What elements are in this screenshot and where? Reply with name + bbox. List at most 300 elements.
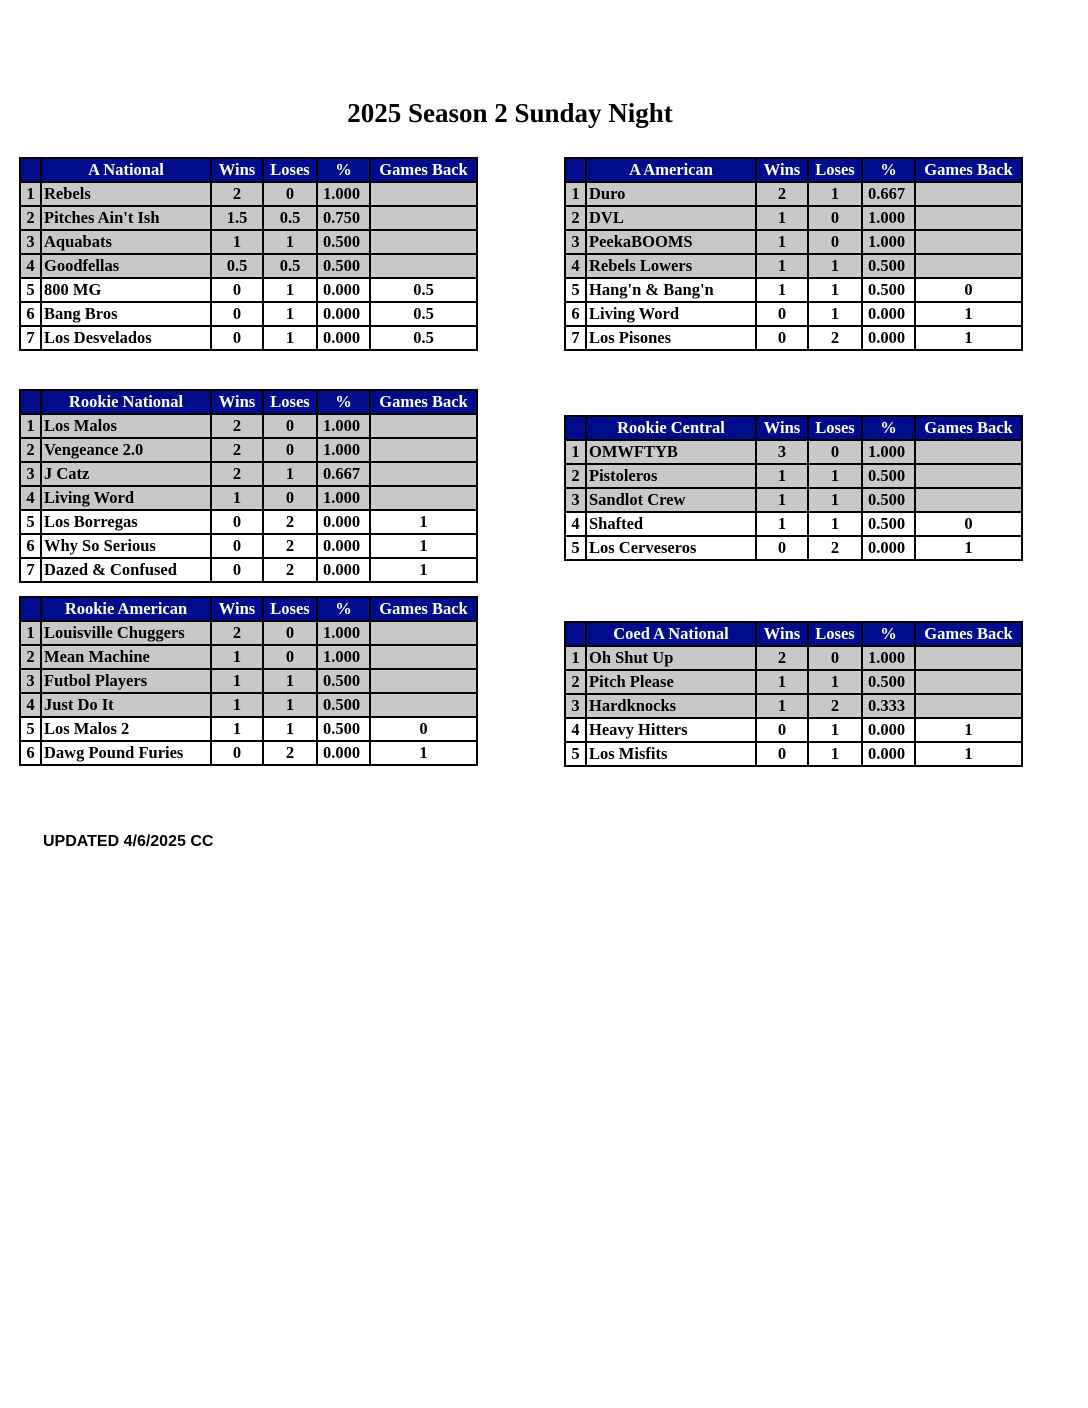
team-name-cell: Rebels	[41, 182, 211, 206]
division-header-row	[565, 416, 1022, 440]
header-loses: Loses	[808, 158, 862, 182]
division-header-row	[20, 390, 477, 414]
standings-row-pistoleros	[565, 464, 1022, 488]
standings-row-los-malos	[20, 414, 477, 438]
division-header-row	[20, 158, 477, 182]
loses-cell: 1	[263, 462, 317, 486]
team-name-cell: 800 MG	[41, 278, 211, 302]
games-back-cell	[370, 669, 477, 693]
loses-cell: 1	[808, 278, 862, 302]
loses-cell: 0	[263, 645, 317, 669]
wins-cell: 1	[756, 230, 808, 254]
rank-cell: 2	[565, 670, 586, 694]
pct-cell: 0.000	[317, 534, 370, 558]
pct-cell: 0.750	[317, 206, 370, 230]
team-name-cell: Los Pisones	[586, 326, 756, 350]
rank-cell: 1	[565, 646, 586, 670]
rank-cell: 2	[20, 438, 41, 462]
wins-cell: 0.5	[211, 254, 263, 278]
pct-cell: 0.000	[317, 741, 370, 765]
wins-cell: 1	[756, 694, 808, 718]
standings-row-rebels-lowers	[565, 254, 1022, 278]
team-name-cell: DVL	[586, 206, 756, 230]
header-pct: %	[862, 622, 915, 646]
games-back-cell	[370, 438, 477, 462]
wins-cell: 3	[756, 440, 808, 464]
standings-row-800-mg	[20, 278, 477, 302]
loses-cell: 0	[808, 646, 862, 670]
standings-row-living-word	[565, 302, 1022, 326]
wins-cell: 0	[211, 278, 263, 302]
wins-cell: 2	[756, 646, 808, 670]
rank-cell: 1	[20, 414, 41, 438]
header-pct: %	[317, 390, 370, 414]
rank-cell: 6	[20, 302, 41, 326]
team-name-cell: PeekaBOOMS	[586, 230, 756, 254]
wins-cell: 2	[211, 621, 263, 645]
pct-cell: 0.000	[317, 510, 370, 534]
loses-cell: 2	[808, 536, 862, 560]
header-loses: Loses	[808, 416, 862, 440]
standings-row-sandlot-crew	[565, 488, 1022, 512]
wins-cell: 1	[211, 669, 263, 693]
games-back-cell	[915, 230, 1022, 254]
wins-cell: 1	[756, 670, 808, 694]
loses-cell: 1	[263, 693, 317, 717]
division-table-rookie-central	[564, 415, 1023, 561]
header-games-back: Games Back	[370, 390, 477, 414]
header-pct: %	[862, 416, 915, 440]
pct-cell: 0.500	[317, 669, 370, 693]
standings-row-dvl	[565, 206, 1022, 230]
pct-cell: 0.667	[317, 462, 370, 486]
rank-cell: 2	[565, 206, 586, 230]
rank-cell: 3	[565, 694, 586, 718]
loses-cell: 0	[263, 182, 317, 206]
wins-cell: 0	[756, 718, 808, 742]
header-rank-cell	[565, 158, 586, 182]
loses-cell: 1	[263, 717, 317, 741]
pct-cell: 1.000	[862, 646, 915, 670]
rank-cell: 5	[20, 278, 41, 302]
team-name-cell: Hang'n & Bang'n	[586, 278, 756, 302]
wins-cell: 2	[211, 438, 263, 462]
team-name-cell: Living Word	[586, 302, 756, 326]
wins-cell: 0	[211, 558, 263, 582]
games-back-cell	[370, 414, 477, 438]
loses-cell: 1	[808, 464, 862, 488]
pct-cell: 0.500	[862, 670, 915, 694]
team-name-cell: Los Borregas	[41, 510, 211, 534]
games-back-cell: 1	[370, 510, 477, 534]
wins-cell: 1	[756, 488, 808, 512]
standings-row-j-catz	[20, 462, 477, 486]
loses-cell: 0	[263, 438, 317, 462]
division-table-a-national	[19, 157, 478, 351]
loses-cell: 2	[808, 326, 862, 350]
pct-cell: 1.000	[317, 438, 370, 462]
header-wins: Wins	[756, 158, 808, 182]
team-name-cell: Just Do It	[41, 693, 211, 717]
standings-row-los-malos-2	[20, 717, 477, 741]
header-rank-cell	[20, 597, 41, 621]
team-name-cell: Shafted	[586, 512, 756, 536]
division-header-row	[565, 622, 1022, 646]
loses-cell: 0.5	[263, 206, 317, 230]
rank-cell: 3	[20, 230, 41, 254]
rank-cell: 3	[565, 230, 586, 254]
standings-row-shafted	[565, 512, 1022, 536]
rank-cell: 2	[20, 206, 41, 230]
wins-cell: 0	[211, 326, 263, 350]
pct-cell: 0.500	[862, 278, 915, 302]
rank-cell: 5	[20, 510, 41, 534]
header-loses: Loses	[263, 158, 317, 182]
wins-cell: 0	[211, 510, 263, 534]
wins-cell: 1	[211, 645, 263, 669]
games-back-cell: 1	[915, 718, 1022, 742]
games-back-cell	[915, 254, 1022, 278]
games-back-cell	[915, 694, 1022, 718]
header-games-back: Games Back	[915, 622, 1022, 646]
team-name-cell: OMWFTYB	[586, 440, 756, 464]
loses-cell: 1	[808, 488, 862, 512]
wins-cell: 2	[211, 414, 263, 438]
team-name-cell: J Catz	[41, 462, 211, 486]
pct-cell: 0.000	[862, 536, 915, 560]
header-games-back: Games Back	[915, 158, 1022, 182]
standings-row-futbol-players	[20, 669, 477, 693]
games-back-cell	[370, 486, 477, 510]
pct-cell: 0.500	[862, 488, 915, 512]
loses-cell: 1	[808, 512, 862, 536]
pct-cell: 1.000	[317, 414, 370, 438]
standings-row-pitch-please	[565, 670, 1022, 694]
rank-cell: 6	[20, 534, 41, 558]
team-name-cell: Pitches Ain't Ish	[41, 206, 211, 230]
header-pct: %	[317, 597, 370, 621]
standings-row-los-pisones	[565, 326, 1022, 350]
loses-cell: 1	[808, 302, 862, 326]
header-wins: Wins	[211, 597, 263, 621]
team-name-cell: Los Desvelados	[41, 326, 211, 350]
pct-cell: 1.000	[862, 230, 915, 254]
team-name-cell: Los Misfits	[586, 742, 756, 766]
rank-cell: 3	[20, 669, 41, 693]
rank-cell: 5	[565, 536, 586, 560]
standings-row-los-borregas	[20, 510, 477, 534]
games-back-cell: 0.5	[370, 278, 477, 302]
pct-cell: 0.667	[862, 182, 915, 206]
games-back-cell: 1	[370, 534, 477, 558]
rank-cell: 2	[20, 645, 41, 669]
games-back-cell	[370, 693, 477, 717]
loses-cell: 2	[808, 694, 862, 718]
wins-cell: 1	[756, 512, 808, 536]
wins-cell: 1	[756, 206, 808, 230]
wins-cell: 0	[211, 534, 263, 558]
games-back-cell: 1	[915, 536, 1022, 560]
header-games-back: Games Back	[370, 158, 477, 182]
games-back-cell: 1	[915, 326, 1022, 350]
pct-cell: 0.000	[317, 326, 370, 350]
pct-cell: 0.000	[317, 558, 370, 582]
games-back-cell	[370, 230, 477, 254]
games-back-cell	[915, 646, 1022, 670]
wins-cell: 0	[756, 302, 808, 326]
games-back-cell	[370, 182, 477, 206]
standings-row-hardknocks	[565, 694, 1022, 718]
standings-row-rebels	[20, 182, 477, 206]
rank-cell: 4	[565, 254, 586, 278]
games-back-cell: 1	[915, 742, 1022, 766]
loses-cell: 1	[263, 278, 317, 302]
pct-cell: 1.000	[317, 621, 370, 645]
loses-cell: 0	[808, 230, 862, 254]
header-rank-cell	[20, 390, 41, 414]
rank-cell: 4	[565, 512, 586, 536]
pct-cell: 0.000	[862, 326, 915, 350]
games-back-cell: 0.5	[370, 326, 477, 350]
standings-row-goodfellas	[20, 254, 477, 278]
pct-cell: 0.500	[317, 693, 370, 717]
standings-row-just-do-it	[20, 693, 477, 717]
loses-cell: 1	[808, 718, 862, 742]
header-loses: Loses	[263, 597, 317, 621]
standings-row-heavy-hitters	[565, 718, 1022, 742]
standings-row-mean-machine	[20, 645, 477, 669]
wins-cell: 0	[211, 302, 263, 326]
team-name-cell: Louisville Chuggers	[41, 621, 211, 645]
updated-note: UPDATED 4/6/2025 CC	[43, 833, 214, 850]
division-header-row	[20, 597, 477, 621]
standings-row-duro	[565, 182, 1022, 206]
header-wins: Wins	[756, 622, 808, 646]
wins-cell: 1.5	[211, 206, 263, 230]
standings-row-bang-bros	[20, 302, 477, 326]
division-name: Rookie American	[41, 597, 211, 621]
team-name-cell: Bang Bros	[41, 302, 211, 326]
games-back-cell: 0	[915, 512, 1022, 536]
division-header-row	[565, 158, 1022, 182]
header-games-back: Games Back	[370, 597, 477, 621]
games-back-cell: 0.5	[370, 302, 477, 326]
loses-cell: 0	[808, 206, 862, 230]
rank-cell: 4	[20, 486, 41, 510]
division-name: Rookie National	[41, 390, 211, 414]
pct-cell: 0.333	[862, 694, 915, 718]
pct-cell: 1.000	[317, 182, 370, 206]
division-table-a-american	[564, 157, 1023, 351]
pct-cell: 0.000	[862, 718, 915, 742]
games-back-cell	[370, 621, 477, 645]
rank-cell: 3	[565, 488, 586, 512]
standings-row-omwftyb	[565, 440, 1022, 464]
pct-cell: 0.500	[317, 717, 370, 741]
loses-cell: 1	[808, 670, 862, 694]
rank-cell: 2	[565, 464, 586, 488]
games-back-cell: 0	[370, 717, 477, 741]
rank-cell: 1	[565, 440, 586, 464]
wins-cell: 2	[211, 182, 263, 206]
rank-cell: 7	[20, 326, 41, 350]
standings-row-los-cerveseros	[565, 536, 1022, 560]
header-rank-cell	[20, 158, 41, 182]
team-name-cell: Hardknocks	[586, 694, 756, 718]
games-back-cell	[915, 488, 1022, 512]
loses-cell: 1	[263, 326, 317, 350]
loses-cell: 1	[808, 742, 862, 766]
games-back-cell	[370, 645, 477, 669]
pct-cell: 0.500	[317, 254, 370, 278]
loses-cell: 1	[263, 230, 317, 254]
header-pct: %	[317, 158, 370, 182]
loses-cell: 0.5	[263, 254, 317, 278]
rank-cell: 5	[565, 742, 586, 766]
loses-cell: 2	[263, 741, 317, 765]
rank-cell: 5	[565, 278, 586, 302]
pct-cell: 0.000	[862, 742, 915, 766]
rank-cell: 6	[20, 741, 41, 765]
team-name-cell: Los Cerveseros	[586, 536, 756, 560]
loses-cell: 1	[808, 182, 862, 206]
team-name-cell: Mean Machine	[41, 645, 211, 669]
games-back-cell	[915, 440, 1022, 464]
rank-cell: 1	[20, 182, 41, 206]
pct-cell: 0.500	[862, 254, 915, 278]
standings-row-aquabats	[20, 230, 477, 254]
loses-cell: 0	[808, 440, 862, 464]
header-wins: Wins	[211, 158, 263, 182]
wins-cell: 1	[211, 717, 263, 741]
team-name-cell: Living Word	[41, 486, 211, 510]
division-name: A American	[586, 158, 756, 182]
standings-row-los-desvelados	[20, 326, 477, 350]
wins-cell: 2	[756, 182, 808, 206]
loses-cell: 0	[263, 486, 317, 510]
loses-cell: 1	[263, 302, 317, 326]
team-name-cell: Los Malos	[41, 414, 211, 438]
games-back-cell	[370, 206, 477, 230]
wins-cell: 0	[211, 741, 263, 765]
rank-cell: 7	[20, 558, 41, 582]
standings-row-los-misfits	[565, 742, 1022, 766]
standings-row-pitches-ain-t-ish	[20, 206, 477, 230]
team-name-cell: Heavy Hitters	[586, 718, 756, 742]
games-back-cell: 1	[370, 558, 477, 582]
team-name-cell: Rebels Lowers	[586, 254, 756, 278]
standings-row-louisville-chuggers	[20, 621, 477, 645]
team-name-cell: Dazed & Confused	[41, 558, 211, 582]
team-name-cell: Dawg Pound Furies	[41, 741, 211, 765]
rank-cell: 4	[565, 718, 586, 742]
rank-cell: 1	[565, 182, 586, 206]
header-loses: Loses	[808, 622, 862, 646]
standings-row-vengeance-2-0	[20, 438, 477, 462]
loses-cell: 2	[263, 510, 317, 534]
standings-row-why-so-serious	[20, 534, 477, 558]
wins-cell: 0	[756, 536, 808, 560]
rank-cell: 3	[20, 462, 41, 486]
standings-row-living-word	[20, 486, 477, 510]
division-name: A National	[41, 158, 211, 182]
pct-cell: 0.500	[317, 230, 370, 254]
header-pct: %	[862, 158, 915, 182]
games-back-cell: 0	[915, 278, 1022, 302]
games-back-cell	[370, 462, 477, 486]
team-name-cell: Los Malos 2	[41, 717, 211, 741]
pct-cell: 1.000	[862, 440, 915, 464]
standings-row-hang-n-bang-n	[565, 278, 1022, 302]
wins-cell: 0	[756, 742, 808, 766]
rank-cell: 5	[20, 717, 41, 741]
pct-cell: 0.000	[317, 278, 370, 302]
games-back-cell	[915, 206, 1022, 230]
page-title: 2025 Season 2 Sunday Night	[347, 98, 673, 128]
wins-cell: 1	[756, 464, 808, 488]
standings-row-dawg-pound-furies	[20, 741, 477, 765]
rank-cell: 7	[565, 326, 586, 350]
games-back-cell: 1	[915, 302, 1022, 326]
standings-row-peekabooms	[565, 230, 1022, 254]
header-games-back: Games Back	[915, 416, 1022, 440]
team-name-cell: Oh Shut Up	[586, 646, 756, 670]
wins-cell: 1	[211, 486, 263, 510]
team-name-cell: Futbol Players	[41, 669, 211, 693]
wins-cell: 2	[211, 462, 263, 486]
team-name-cell: Vengeance 2.0	[41, 438, 211, 462]
pct-cell: 0.000	[317, 302, 370, 326]
rank-cell: 4	[20, 693, 41, 717]
division-table-rookie-national	[19, 389, 478, 583]
loses-cell: 2	[263, 534, 317, 558]
loses-cell: 2	[263, 558, 317, 582]
wins-cell: 1	[756, 254, 808, 278]
team-name-cell: Duro	[586, 182, 756, 206]
pct-cell: 0.500	[862, 512, 915, 536]
games-back-cell	[915, 670, 1022, 694]
pct-cell: 0.500	[862, 464, 915, 488]
standings-row-oh-shut-up	[565, 646, 1022, 670]
division-table-coed-a-national	[564, 621, 1023, 767]
header-rank-cell	[565, 622, 586, 646]
loses-cell: 1	[263, 669, 317, 693]
team-name-cell: Aquabats	[41, 230, 211, 254]
division-name: Rookie Central	[586, 416, 756, 440]
team-name-cell: Goodfellas	[41, 254, 211, 278]
loses-cell: 0	[263, 621, 317, 645]
division-name: Coed A National	[586, 622, 756, 646]
loses-cell: 1	[808, 254, 862, 278]
division-table-rookie-american	[19, 596, 478, 766]
wins-cell: 1	[756, 278, 808, 302]
header-wins: Wins	[211, 390, 263, 414]
wins-cell: 1	[211, 230, 263, 254]
team-name-cell: Sandlot Crew	[586, 488, 756, 512]
pct-cell: 1.000	[862, 206, 915, 230]
games-back-cell	[915, 182, 1022, 206]
loses-cell: 0	[263, 414, 317, 438]
games-back-cell	[915, 464, 1022, 488]
games-back-cell: 1	[370, 741, 477, 765]
header-rank-cell	[565, 416, 586, 440]
team-name-cell: Why So Serious	[41, 534, 211, 558]
team-name-cell: Pitch Please	[586, 670, 756, 694]
header-loses: Loses	[263, 390, 317, 414]
pct-cell: 1.000	[317, 645, 370, 669]
games-back-cell	[370, 254, 477, 278]
wins-cell: 1	[211, 693, 263, 717]
